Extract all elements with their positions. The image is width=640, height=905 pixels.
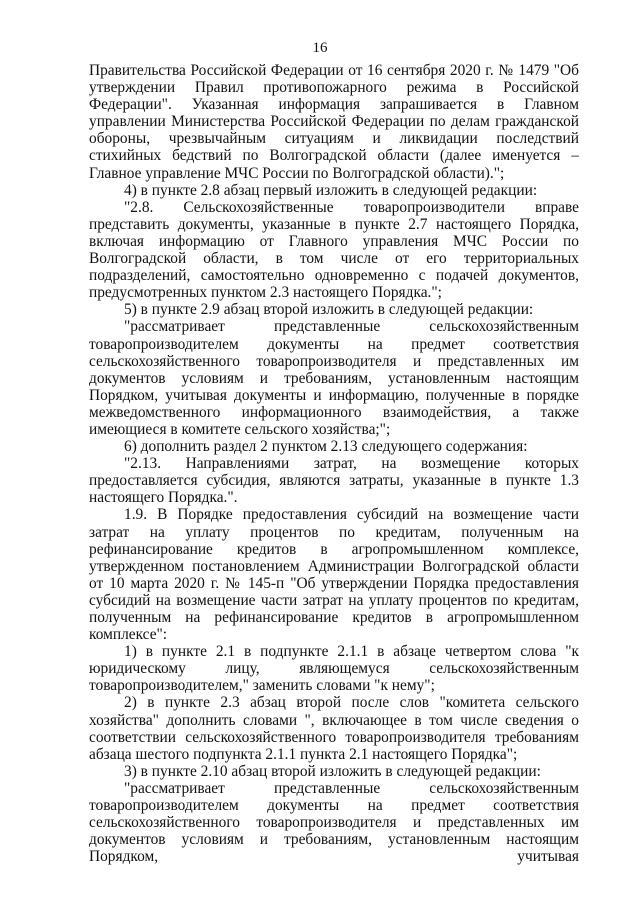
paragraph: 6) дополнить раздел 2 пунктом 2.13 следующего содержания:	[124, 438, 528, 456]
paragraph: 2) в пункте 2.3 абзац второй после слов "комитета сельского хозяйства" дополнить словами ", включающее в том числе сведения о соответствии сельскохозяйственного товаропроизводителя требованиям абзаца шестого подпункта 2.1.1 пункта 2.1 настоящего Порядка";	[89, 694, 579, 763]
paragraph: "2.8. Сельскохозяйственные товаропроизводители вправе представить документы, указанные в пункте 2.7 настоящего Порядка, включая информацию от Главного управления МЧС России по Волгоградской области, в том числе от его территориальных подразделений, самостоятельно одновременно с подачей документов, предусмотренных пунктом 2.3 настоящего Порядка.";	[89, 198, 579, 302]
paragraph: 1) в пункте 2.1 в подпункте 2.1.1 в абзаце четвертом слова "к юридическому лицу, являющемуся сельскохозяйственным товаропроизводителем," заменить словами "к нему";	[89, 643, 579, 695]
document-body	[89, 62, 579, 865]
paragraph: "рассматривает представленные сельскохозяйственным товаропроизводителем документы на предмет соответствия сельскохозяйственного товаропроизводителя и представленных им документов условиям и требованиям, установленным настоящим Порядком, учитывая документы и информацию, полученные в порядке межведомственного информационного взаимодействия, а также имеющиеся в комитете сельского хозяйства;";	[89, 318, 579, 438]
paragraph: "2.13. Направлениями затрат, на возмещение которых предоставляется субсидия, являются затраты, указанные в пункте 1.3 настоящего Порядка.".	[89, 455, 579, 507]
paragraph: 1.9. В Порядке предоставления субсидий на возмещение части затрат на уплату процентов по кредитам, полученным на рефинансирование кредитов в агропромышленном комплексе, утвержденном постановлением Администрации Волгоградской области от 10 марта 2020 г. № 145-п "Об утверждении Порядка предоставления субсидий на возмещение части затрат на уплату процентов по кредитам, полученным на рефинансирование кредитов в агропромышленном комплексе":	[89, 506, 579, 644]
paragraph: 5) в пункте 2.9 абзац второй изложить в следующей редакции:	[124, 301, 534, 319]
page-number: 16	[312, 40, 328, 56]
paragraph: Правительства Российской Федерации от 16 сентября 2020 г. № 1479 "Об утверждении Правил противопожарного режима в Российской Федерации". Указанная информация запрашивается в Главном управлении Министерства Российской Федерации по делам гражданской обороны, чрезвычайным ситуациям и ликвидации последствий стихийных бедствий по Волгоградской области (далее именуется – Главное управление МЧС России по Волгоградской области).";	[89, 62, 579, 182]
paragraph: 4) в пункте 2.8 абзац первый изложить в следующей редакции:	[124, 181, 538, 199]
paragraph: "рассматривает представленные сельскохозяйственным товаропроизводителем документы на предмет соответствия сельскохозяйственного товаропроизводителя и представленных им документов условиям и требованиям, установленным настоящим Порядком, учитывая	[89, 779, 579, 866]
paragraph: 3) в пункте 2.10 абзац второй изложить в следующей редакции:	[124, 762, 541, 780]
